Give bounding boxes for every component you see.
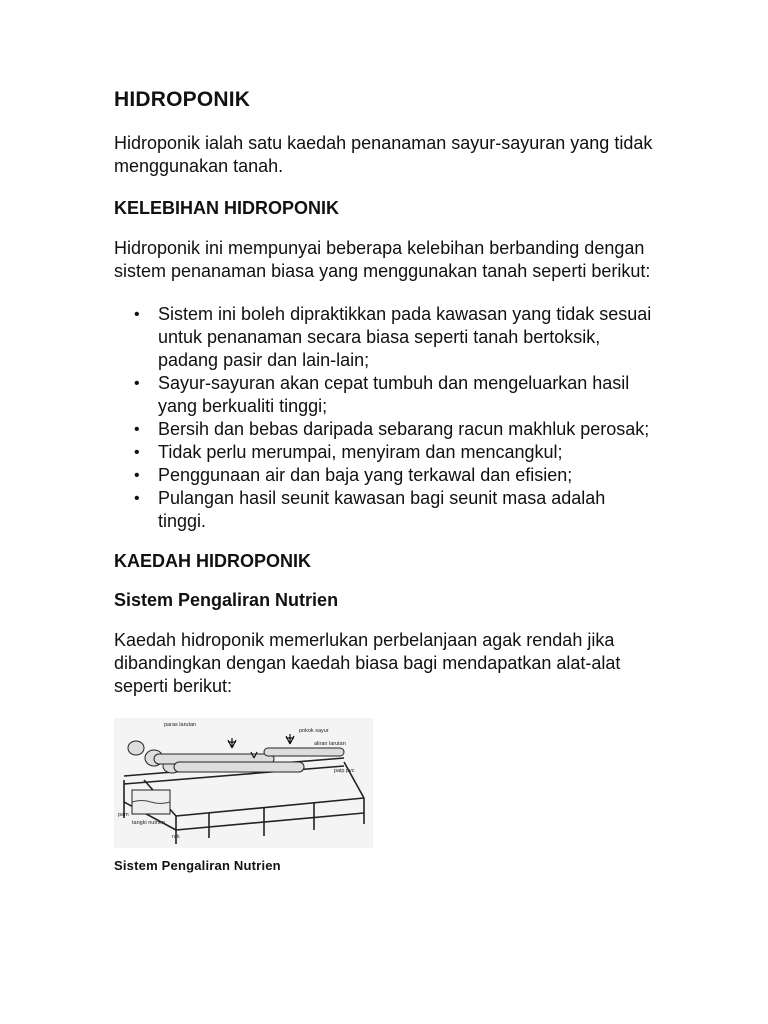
benefits-list bbox=[114, 303, 654, 533]
svg-text:paip pvc: paip pvc bbox=[334, 768, 355, 774]
bullet-icon: • bbox=[134, 444, 140, 461]
list-item-text: Pulangan hasil seunit kawasan bagi seunit masa adalah tinggi. bbox=[158, 488, 606, 531]
bullet-icon: • bbox=[134, 490, 140, 507]
list-item-text: Tidak perlu merumpai, menyiram dan mencangkul; bbox=[158, 442, 563, 462]
svg-text:rak: rak bbox=[172, 834, 180, 840]
bullet-icon: • bbox=[134, 306, 140, 323]
hydroponic-diagram bbox=[114, 718, 373, 848]
bullet-icon: • bbox=[134, 467, 140, 484]
kelebihan-paragraph: Hidroponik ini mempunyai beberapa kelebihan berbanding dengan sistem penanaman biasa yang menggunakan tanah seperti berikut: bbox=[114, 238, 651, 281]
hydroponic-system-figure bbox=[114, 718, 373, 848]
kaedah-paragraph: Kaedah hidroponik memerlukan perbelanjaan agak rendah jika dibandingkan dengan kaedah biasa bagi mendapatkan alat-alat seperti berikut: bbox=[114, 630, 621, 696]
list-item-text: Sayur-sayuran akan cepat tumbuh dan mengeluarkan hasil yang berkualiti tinggi; bbox=[158, 373, 630, 416]
list-item bbox=[134, 418, 654, 441]
list-item bbox=[134, 441, 654, 464]
bullet-icon: • bbox=[134, 375, 140, 392]
list-item bbox=[134, 372, 654, 418]
figure-caption: Sistem Pengaliran Nutrien bbox=[114, 858, 281, 873]
svg-text:paras larutan: paras larutan bbox=[164, 722, 197, 728]
svg-text:tangki nutrien: tangki nutrien bbox=[132, 820, 166, 826]
section-heading-kelebihan: KELEBIHAN HIDROPONIK bbox=[114, 198, 340, 218]
list-item-text: Bersih dan bebas daripada sebarang racun makhluk perosak; bbox=[158, 419, 650, 439]
intro-paragraph: Hidroponik ialah satu kaedah penanaman sayur-sayuran yang tidak menggunakan tanah. bbox=[114, 133, 653, 176]
section-heading-kaedah: KAEDAH HIDROPONIK bbox=[114, 551, 312, 571]
svg-text:aliran larutan: aliran larutan bbox=[314, 741, 346, 747]
subheading-sistem: Sistem Pengaliran Nutrien bbox=[114, 590, 339, 610]
svg-text:pam: pam bbox=[118, 812, 129, 818]
list-item-text: Penggunaan air dan baja yang terkawal dan efisien; bbox=[158, 465, 573, 485]
svg-text:pokok sayur: pokok sayur bbox=[299, 728, 329, 734]
list-item-text: Sistem ini boleh dipraktikkan pada kawasan yang tidak sesuai untuk penanaman secara biasa seperti tanah bertoksik, padang pasir dan lain-lain; bbox=[158, 304, 652, 370]
list-item bbox=[134, 303, 654, 372]
list-item bbox=[134, 487, 654, 533]
bullet-icon: • bbox=[134, 421, 140, 438]
list-item bbox=[134, 464, 654, 487]
page-title: HIDROPONIK bbox=[114, 88, 251, 111]
document-page bbox=[114, 88, 654, 873]
